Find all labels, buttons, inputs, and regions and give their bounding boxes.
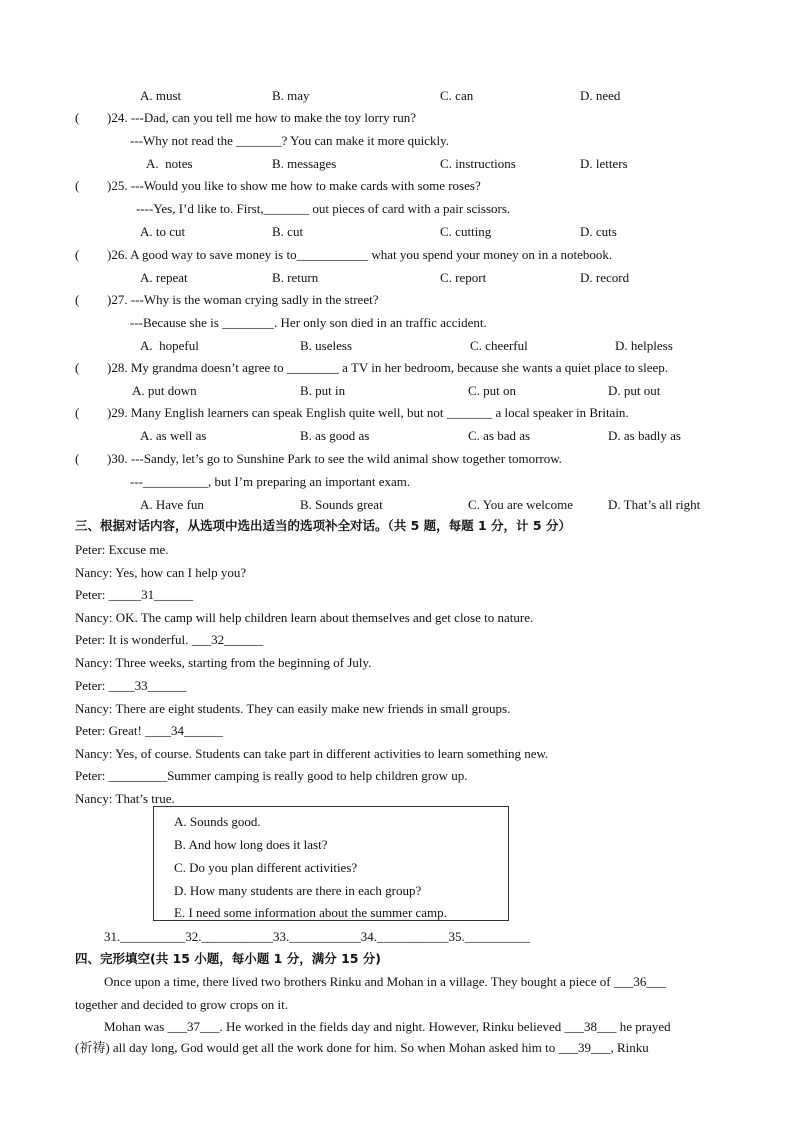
section-4-heading: 四、完形填空(共 15 小题，每小题 1 分，满分 15 分): [75, 951, 382, 966]
option-d[interactable]: D. as badly as: [608, 428, 681, 443]
option-b[interactable]: B. put in: [300, 383, 346, 398]
box-option-d: D. How many students are there in each group?: [174, 883, 422, 898]
answer-bracket[interactable]: (: [75, 110, 80, 125]
dialogue-line-blank-32[interactable]: Peter: It is wonderful. ___32______: [75, 632, 264, 647]
dialogue-line: Nancy: There are eight students. They can easily make new friends in small groups.: [75, 701, 511, 716]
option-c[interactable]: C. cheerful: [470, 338, 528, 353]
option-d[interactable]: D. record: [580, 270, 630, 285]
dialogue-line-blank-34[interactable]: Peter: Great! ____34______: [75, 723, 224, 738]
dialogue-line-blank-31[interactable]: Peter: _____31______: [75, 587, 194, 602]
q23-option-c[interactable]: C. can: [440, 88, 474, 103]
option-c[interactable]: C. as bad as: [468, 428, 531, 443]
box-option-c: C. Do you plan different activities?: [174, 860, 358, 875]
q23-option-d[interactable]: D. need: [580, 88, 621, 103]
option-d[interactable]: D. put out: [608, 383, 661, 398]
option-d[interactable]: D. letters: [580, 156, 628, 171]
answer-bracket[interactable]: (: [75, 292, 80, 307]
question-line: ---Why not read the _______? You can make it more quickly.: [130, 133, 450, 148]
question-stem: )30. ---Sandy, let’s go to Sunshine Park to see the wild animal show together tomorrow.: [107, 451, 563, 466]
box-option-a: A. Sounds good.: [174, 814, 261, 829]
q23-option-b[interactable]: B. may: [272, 88, 310, 103]
passage-line: together and decided to grow crops on it.: [75, 997, 288, 1012]
question-line: ----Yes, I’d like to. First,_______ out pieces of card with a pair scissors.: [136, 201, 511, 216]
question-stem: )28. My grandma doesn’t agree to ________ a TV in her bedroom, because she wants a quiet place to sleep.: [107, 360, 669, 375]
option-c[interactable]: C. instructions: [440, 156, 516, 171]
answer-bracket[interactable]: (: [75, 360, 80, 375]
q23-option-a[interactable]: A. must: [140, 88, 182, 103]
option-d[interactable]: D. That’s all right: [608, 497, 701, 512]
option-a[interactable]: A. notes: [146, 156, 193, 171]
option-a[interactable]: A. Have fun: [140, 497, 204, 512]
option-b[interactable]: B. messages: [272, 156, 337, 171]
answer-bracket[interactable]: (: [75, 178, 80, 193]
option-b[interactable]: B. useless: [300, 338, 352, 353]
question-stem: )26. A good way to save money is to___________ what you spend your money on in a notebook.: [107, 247, 613, 262]
question-stem: )29. Many English learners can speak English quite well, but not _______ a local speaker in Britain.: [107, 405, 629, 420]
option-c[interactable]: C. You are welcome: [468, 497, 574, 512]
box-option-b: B. And how long does it last?: [174, 837, 328, 852]
option-b[interactable]: B. Sounds great: [300, 497, 383, 512]
box-option-e: E. I need some information about the summer camp.: [174, 905, 447, 920]
dialogue-line-blank-35[interactable]: Peter: _________Summer camping is really good to help children grow up.: [75, 768, 468, 783]
answer-bracket[interactable]: (: [75, 247, 80, 262]
question-stem: )25. ---Would you like to show me how to make cards with some roses?: [107, 178, 481, 193]
option-d[interactable]: D. helpless: [615, 338, 673, 353]
question-line: ---__________, but I’m preparing an important exam.: [130, 474, 411, 489]
option-a[interactable]: A. repeat: [140, 270, 188, 285]
answer-blanks-line[interactable]: 31.__________32.___________33.___________34.___________35.__________: [104, 929, 530, 944]
question-stem: )24. ---Dad, can you tell me how to make the toy lorry run?: [107, 110, 417, 125]
passage-line: Once upon a time, there lived two brothers Rinku and Mohan in a village. They bought a piece of ___36___: [104, 974, 666, 989]
option-a[interactable]: A. to cut: [140, 224, 186, 239]
option-a[interactable]: A. as well as: [140, 428, 207, 443]
option-d[interactable]: D. cuts: [580, 224, 617, 239]
option-c[interactable]: C. put on: [468, 383, 517, 398]
question-stem: )27. ---Why is the woman crying sadly in the street?: [107, 292, 379, 307]
dialogue-line: Nancy: Yes, how can I help you?: [75, 565, 247, 580]
passage-line: (祈祷) all day long, God would get all the work done for him. So when Mohan asked him to ___39___, Rinku: [75, 1040, 649, 1055]
passage-line: Mohan was ___37___. He worked in the fields day and night. However, Rinku believed ___38___ he prayed: [104, 1019, 671, 1034]
answer-bracket[interactable]: (: [75, 405, 80, 420]
option-a[interactable]: A. hopeful: [140, 338, 199, 353]
option-c[interactable]: C. report: [440, 270, 487, 285]
option-b[interactable]: B. cut: [272, 224, 304, 239]
question-line: ---Because she is ________. Her only son died in an traffic accident.: [130, 315, 487, 330]
option-c[interactable]: C. cutting: [440, 224, 492, 239]
option-b[interactable]: B. as good as: [300, 428, 370, 443]
dialogue-line: Nancy: OK. The camp will help children learn about themselves and get close to nature.: [75, 610, 534, 625]
dialogue-line: Nancy: Yes, of course. Students can take part in different activities to learn something new.: [75, 746, 549, 761]
dialogue-line: Peter: Excuse me.: [75, 542, 169, 557]
answer-bracket[interactable]: (: [75, 451, 80, 466]
option-a[interactable]: A. put down: [132, 383, 197, 398]
dialogue-line: Nancy: That’s true.: [75, 791, 175, 806]
dialogue-line-blank-33[interactable]: Peter: ____33______: [75, 678, 187, 693]
section-3-heading: 三、根据对话内容，从选项中选出适当的选项补全对话。（共 5 题，每题 1 分，计 5 分）: [75, 518, 571, 533]
option-b[interactable]: B. return: [272, 270, 319, 285]
dialogue-line: Nancy: Three weeks, starting from the beginning of July.: [75, 655, 372, 670]
